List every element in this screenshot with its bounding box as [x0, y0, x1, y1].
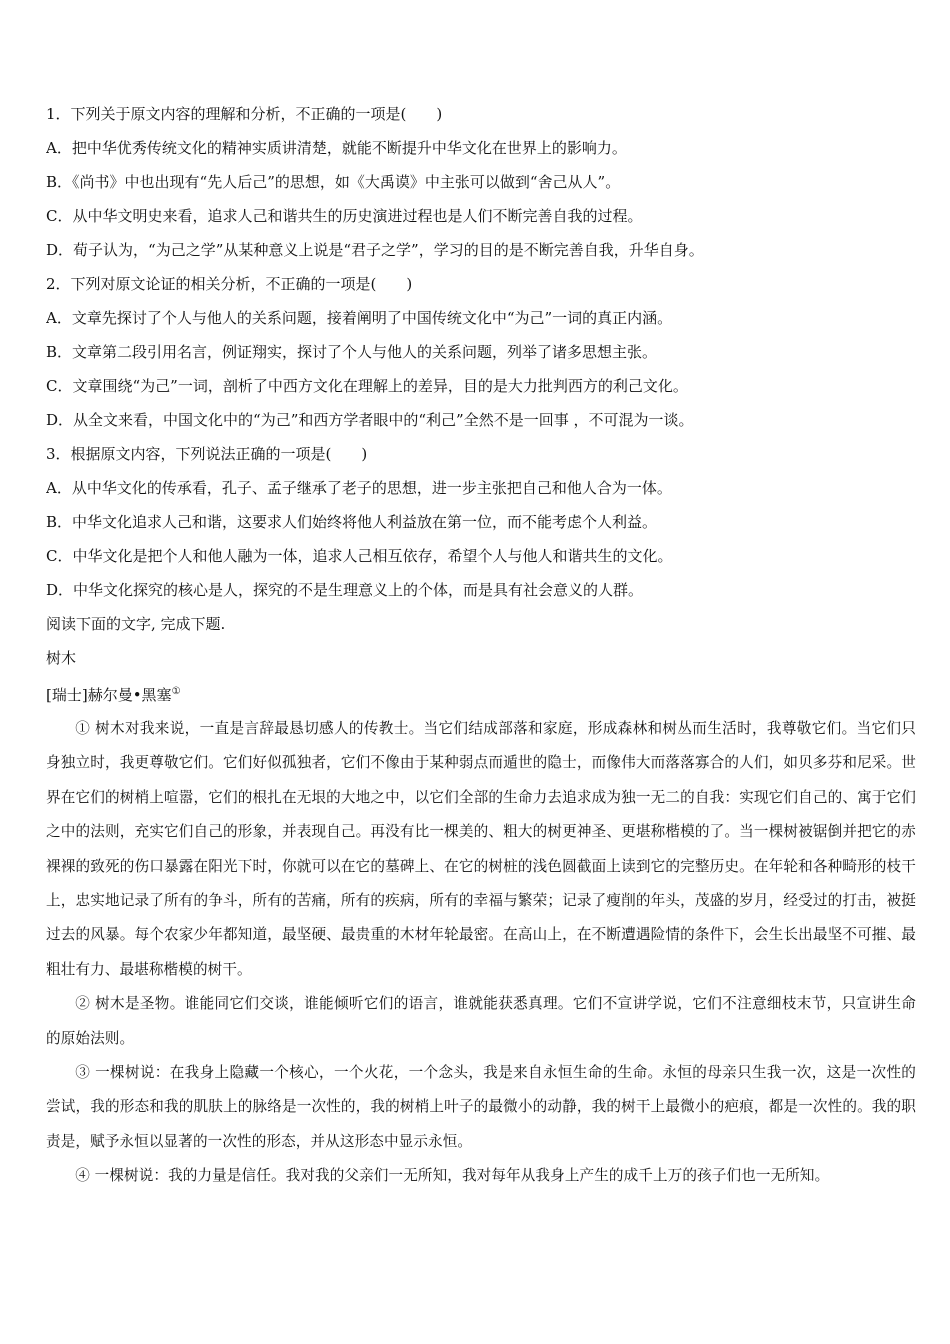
- question-3: [46, 437, 916, 607]
- paragraph-4: ④ 一棵树说：我的力量是信任。我对我的父亲们一无所知，我对每年从我身上产生的成千上万的孩子们也一无所知。: [75, 1167, 830, 1185]
- author-name: [瑞士]赫尔曼•黑塞: [46, 686, 172, 704]
- option-a: A．从中华文化的传承看，孔子、孟子继承了老子的思想，进一步主张把自己和他人合为一体。: [46, 479, 672, 497]
- question-stem: 3．根据原文内容，下列说法正确的一项是( ): [46, 445, 368, 463]
- option-b: B．中华文化追求人己和谐，这要求人们始终将他人利益放在第一位，而不能考虑个人利益。: [46, 513, 658, 531]
- option-d: D．荀子认为，“为己之学”从某种意义上说是“君子之学”，学习的目的是不断完善自我，升华自身。: [46, 241, 704, 259]
- paragraph-3: ③ 一棵树说：在我身上隐藏一个核心，一个火花，一个念头，我是来自永恒生命的生命。永恒的母亲只生我一次，这是一次性的尝试，我的形态和我的肌肤上的脉络是一次性的，我的树梢上叶子的最微小的动静，我的树干上最微小的疤痕，都是一次性的。我的职责是，赋予永恒以显著的一次性的形态，并从这形态中显示永恒。: [46, 1064, 916, 1150]
- document-page: [46, 97, 916, 1194]
- option-d: D．中华文化探究的核心是人，探究的不是生理意义上的个体，而是具有社会意义的人群。: [46, 581, 644, 599]
- option-c: C．中华文化是把个人和他人融为一体，追求人己相互依存，希望个人与他人和谐共生的文化。: [46, 547, 673, 565]
- option-a: A．文章先探讨了个人与他人的关系问题，接着阐明了中国传统文化中“为己”一词的真正内涵。: [46, 309, 673, 327]
- passage-title: 树木: [46, 649, 77, 667]
- reading-instruction: 阅读下面的文字, 完成下题.: [46, 615, 226, 633]
- paragraph-2: ② 树木是圣物。谁能同它们交谈，谁能倾听它们的语言，谁就能获悉真理。它们不宣讲学说，它们不注意细枝末节，只宣讲生命的原始法则。: [46, 995, 916, 1047]
- option-a: A．把中华优秀传统文化的精神实质讲清楚，就能不断提升中华文化在世界上的影响力。: [46, 139, 627, 157]
- question-1: [46, 97, 916, 267]
- question-stem: 2．下列对原文论证的相关分析，不正确的一项是( ): [46, 275, 413, 293]
- option-c: C．文章围绕“为己”一词，剖析了中西方文化在理解上的差异，目的是大力批判西方的利己文化。: [46, 377, 688, 395]
- option-b: B．文章第二段引用名言，例证翔实，探讨了个人与他人的关系问题，列举了诸多思想主张。: [46, 343, 658, 361]
- passage: [46, 641, 916, 1194]
- question-stem: 1．下列关于原文内容的理解和分析，不正确的一项是( ): [46, 105, 443, 123]
- option-d: D．从全文来看，中国文化中的“为己”和西方学者眼中的“利己”全然不是一回事 ，不可混为一谈。: [46, 411, 694, 429]
- footnote-mark: ①: [171, 686, 181, 697]
- passage-author: [46, 675, 916, 712]
- option-b: B．《尚书》中也出现有“先人后己”的思想，如《大禹谟》中主张可以做到“舍己从人”。: [46, 173, 621, 191]
- paragraph-1: ① 树木对我来说，一直是言辞最恳切感人的传教士。当它们结成部落和家庭，形成森林和树丛而生活时，我尊敬它们。当它们只身独立时，我更尊敬它们。它们好似孤独者，它们不像由于某种弱点而遁世的隐士，而像伟大而落落寡合的人们，如贝多芬和尼采。世界在它们的树梢上喧嚣，它们的根扎在无垠的大地之中，以它们全部的生命力去追求成为独一无二的自我：实现它们自己的、寓于它们之中的法则，充实它们自己的形象，并表现自己。再没有比一棵美的、粗大的树更神圣、更堪称楷模的了。当一棵树被锯倒并把它的赤裸裸的致死的伤口暴露在阳光下时，你就可以在它的墓碑上、在它的树桩的浅色圆截面上读到它的完整历史。在年轮和各种畸形的枝干上，忠实地记录了所有的争斗，所有的苦痛，所有的疾病，所有的幸福与繁荣；记录了瘦削的年头，茂盛的岁月，经受过的打击，被挺过去的风暴。每个农家少年都知道，最坚硬、最贵重的木材年轮最密。在高山上，在不断遭遇险情的条件下，会生长出最坚不可摧、最粗壮有力、最堪称楷模的树干。: [46, 720, 916, 978]
- option-c: C．从中华文明史来看，追求人己和谐共生的历史演进过程也是人们不断完善自我的过程。: [46, 207, 643, 225]
- question-2: [46, 267, 916, 437]
